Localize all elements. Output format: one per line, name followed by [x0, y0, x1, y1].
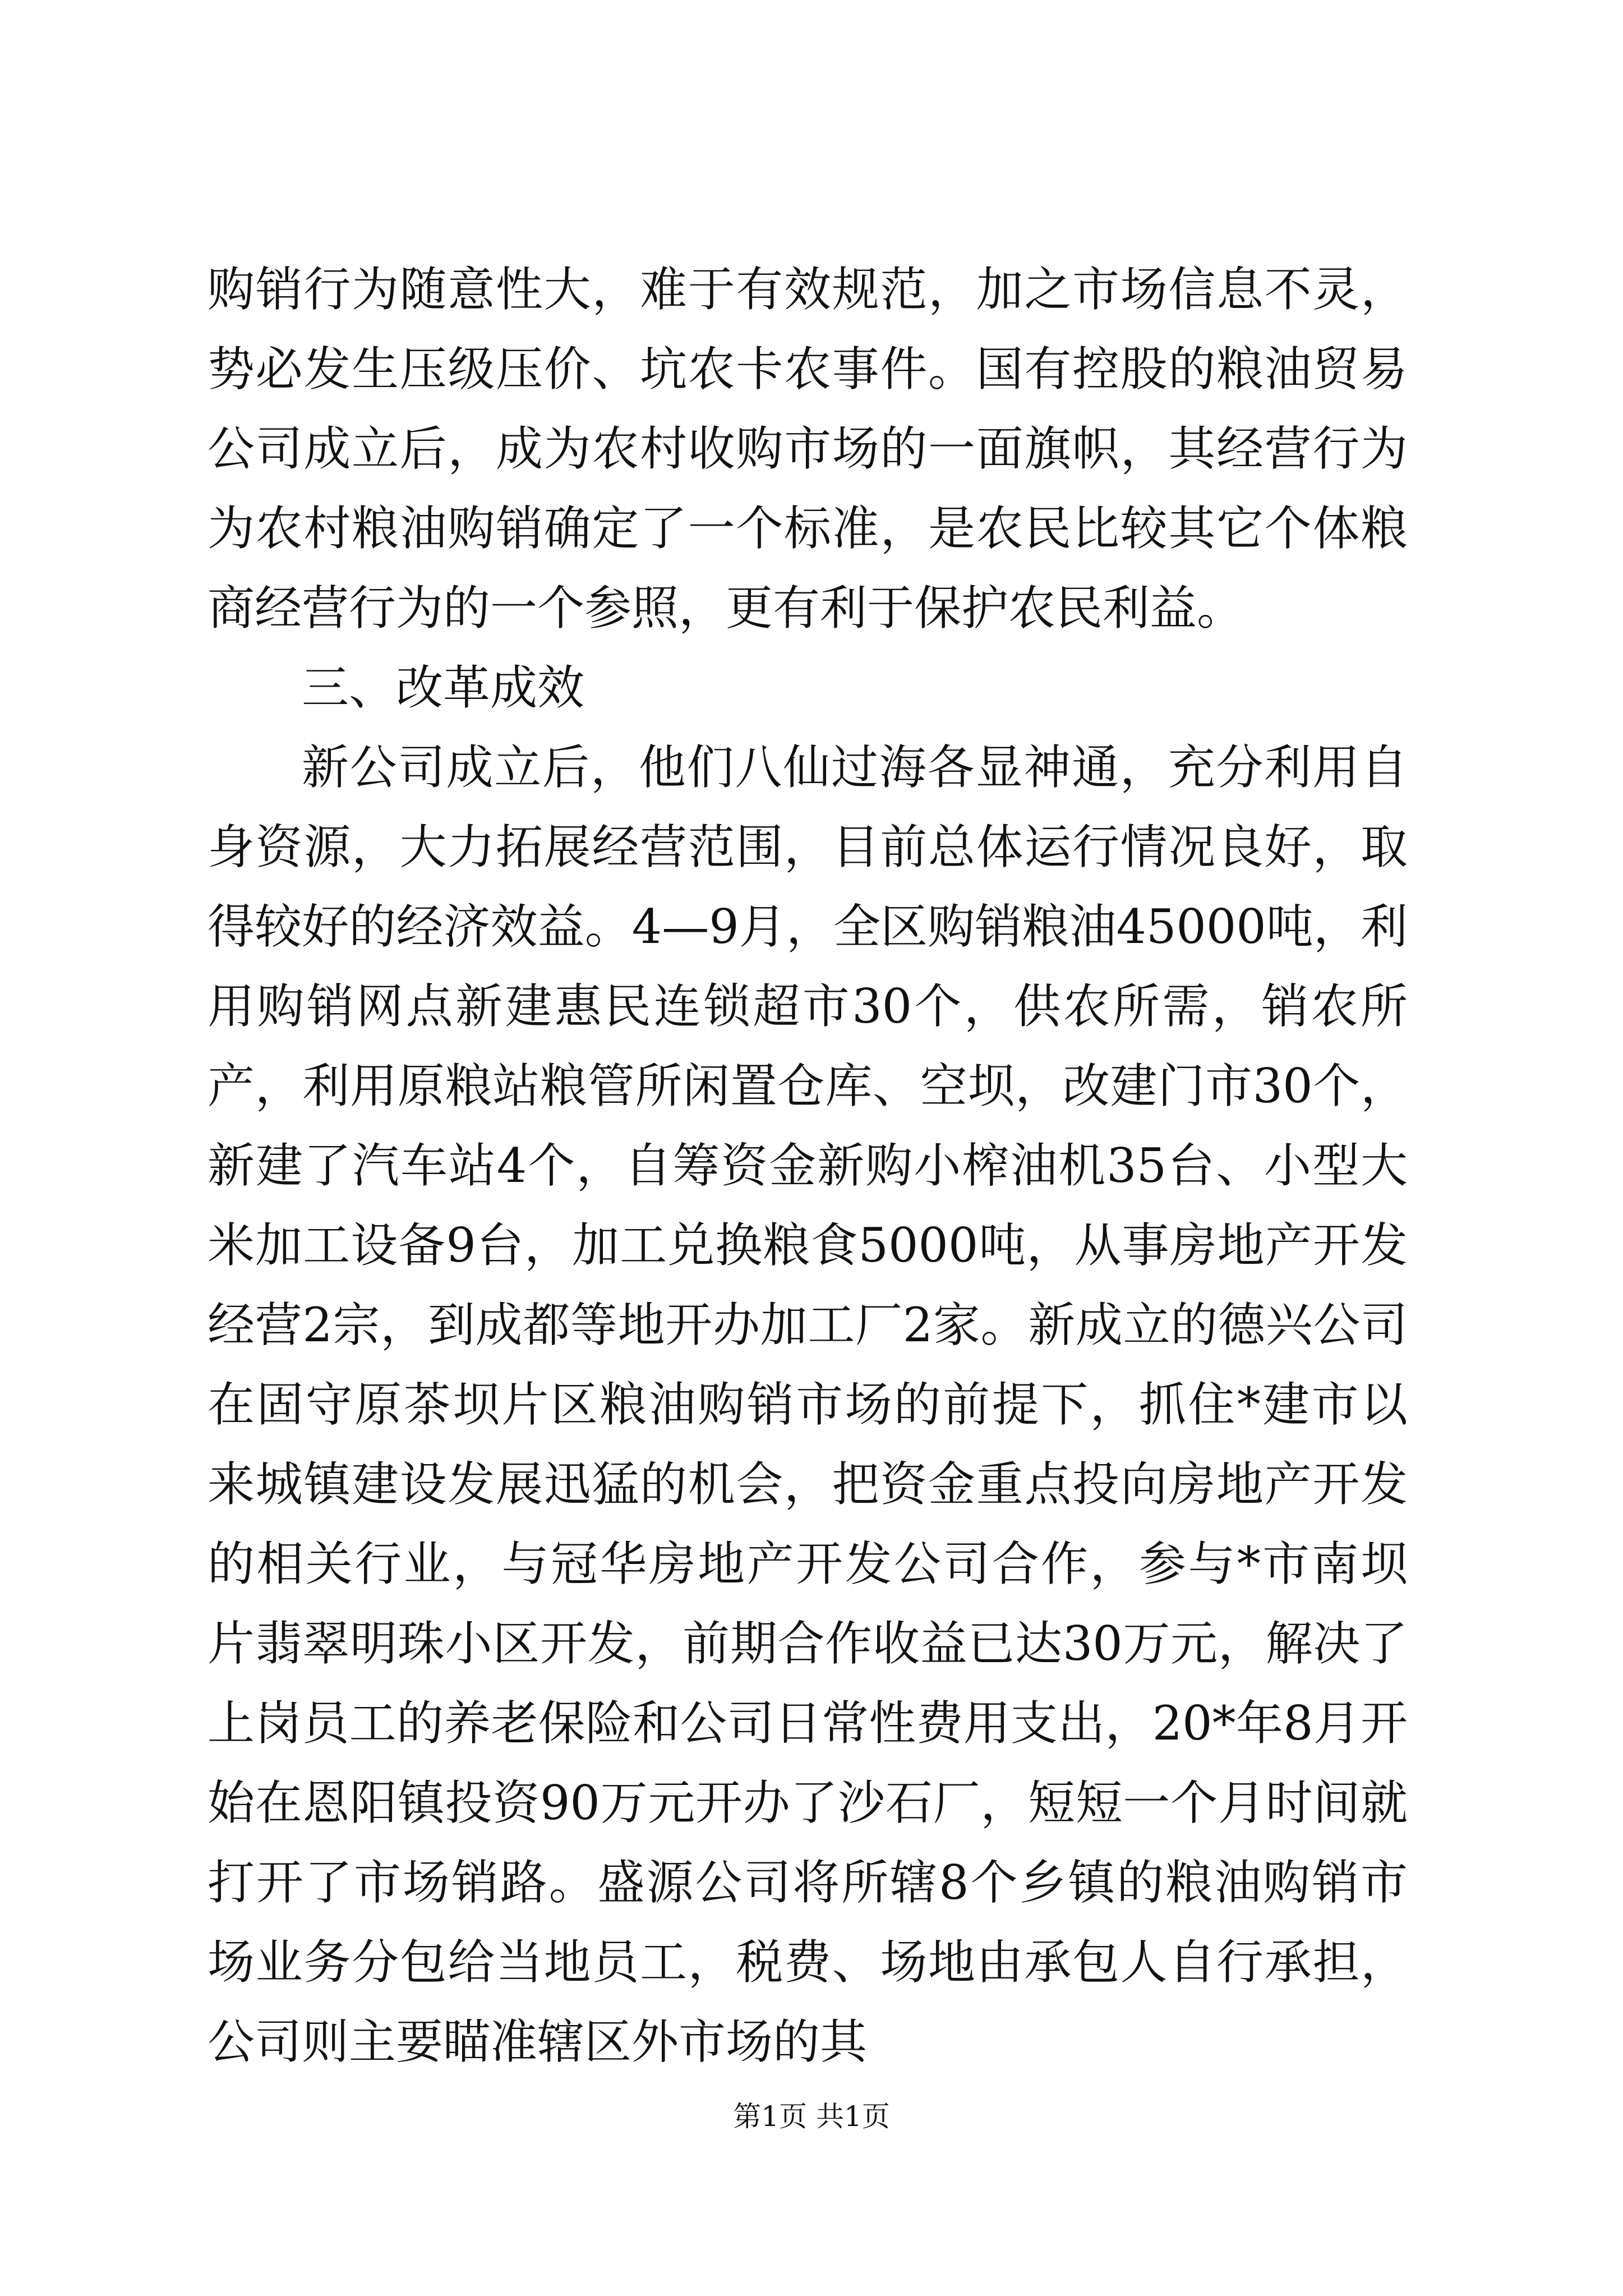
section-heading: 三、改革成效 [302, 660, 585, 715]
body-paragraph: 新公司成立后，他们八仙过海各显神通，充分利用自身资源，大力拓展经营范围，目前总体运行情况良好，取得较好的经济效益。4—9月，全区购销粮油45000吨，利用购销网点新建惠民连锁超市30个，供农所需，销农所产，利用原粮站粮管所闲置仓库、空坝，改建门市30个，新建了汽车站4个，自筹资金新购小榨油机35台、小型大米加工设备9台，加工兑换粮食5000吨，从事房地产开发经营2宗，到成都等地开办加工厂2家。新成立的德兴公司在固守原茶坝片区粮油购销市场的前提下，抓住*建市以来城镇建设发展迅猛的机会，把资金重点投向房地产开发的相关行业，与冠华房地产开发公司合作，参与*市南坝片翡翠明珠小区开发，前期合作收益已达30万元，解决了上岗员工的养老保险和公司日常性费用支出，20*年8月开始在恩阳镇投资90万元开办了沙石厂，短短一个月时间就打开了市场销路。盛源公司将所辖8个乡镇的粮油购销市场业务分包给当地员工，税费、场地由承包人自行承担，公司则主要瞄准辖区外市场的其 [208, 740, 1408, 2069]
body-paragraph-continued: 购销行为随意性大，难于有效规范，加之市场信息不灵，势必发生压级压价、坑农卡农事件。国有控股的粮油贸易公司成立后，成为农村收购市场的一面旗帜，其经营行为为农村粮油购销确定了一个标准，是农民比较其它个体粮商经营行为的一个参照，更有利于保护农民利益。 [208, 262, 1408, 636]
document-page [208, 250, 1408, 2101]
page-footer: 第1页 共1页 [733, 2100, 890, 2133]
